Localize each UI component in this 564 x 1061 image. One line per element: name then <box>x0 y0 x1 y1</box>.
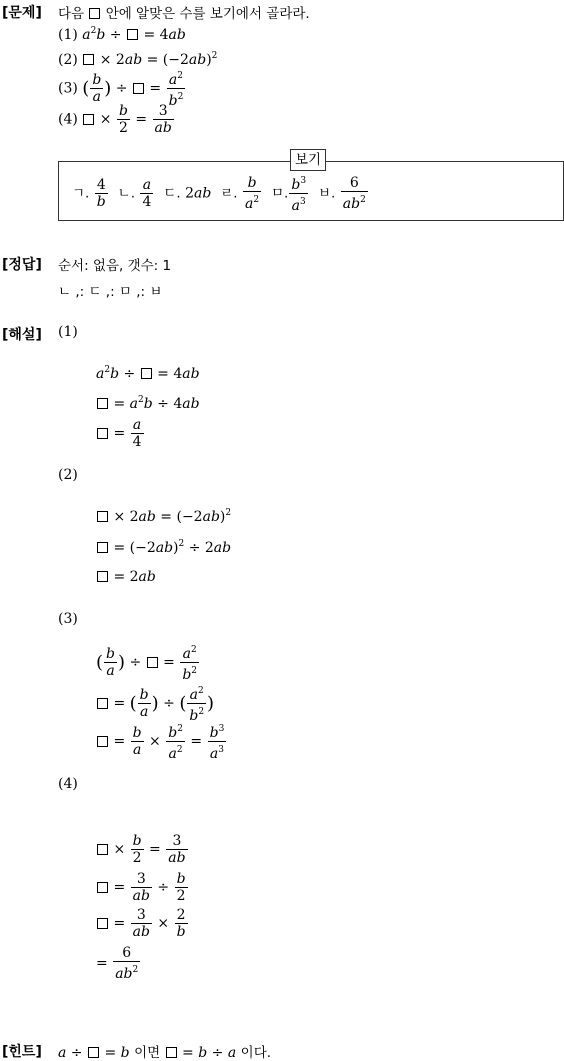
blank-box-icon <box>133 83 144 94</box>
answer-meta: 순서: 없음, 갯수: 1 <box>58 258 172 274</box>
blank-box-icon <box>97 571 108 582</box>
solution-step: = ( $\frac{b}{a}$ ) ÷ ( $\frac{a^2}{b^2}$ ) <box>96 684 214 723</box>
solution-label: [해설] <box>2 327 42 343</box>
blank-box-icon <box>97 428 108 439</box>
hint-text: a ÷ = b 이면 = b ÷ a 이다. <box>58 1045 272 1061</box>
solution-step: ( $\frac{b}{a}$ ) ÷ = $\frac{a^2}{b^2}$ <box>96 645 198 683</box>
blank-box-icon <box>97 736 108 747</box>
choice-mark: ㄴ. <box>117 185 136 202</box>
problem-item-2: $(2) \times 2ab = (-2ab)^2$ <box>58 51 218 68</box>
blank-box-icon <box>97 882 108 893</box>
choice-mark: ㄹ. <box>220 185 238 202</box>
blank-box-icon <box>88 1047 99 1058</box>
blank-box-icon <box>166 1047 177 1058</box>
solution-step: = $a^2b \div 4ab$ <box>96 395 200 412</box>
solution-step: = $\frac{3}{ab}$ ÷ $\frac{b}{2}$ <box>96 872 189 903</box>
choice-mark: ㄱ. <box>72 185 90 202</box>
solution-step: = $\frac{6}{ab^2}$ <box>96 945 139 982</box>
instruction-pre: 다음 <box>58 6 85 22</box>
blank-box-icon <box>97 698 108 709</box>
blank-box-icon <box>97 398 108 409</box>
blank-box-icon <box>97 542 108 553</box>
solution-part-1-number: (1) <box>58 324 78 340</box>
answer-choices: ㄴ ,: ㄷ ,: ㅁ ,: ㅂ <box>58 284 163 300</box>
hint-label: [힌트] <box>2 1044 42 1060</box>
solution-part-3-number: (3) <box>58 611 78 627</box>
solution-step: = $\frac{a}{4}$ <box>96 418 145 449</box>
blank-box-icon <box>97 918 108 929</box>
blank-box-icon <box>83 54 94 65</box>
problem-item-1: (1) $a^2b$ ÷ = 4ab <box>58 26 186 43</box>
instruction-post: 안에 알맞은 수를 보기에서 골라라. <box>105 6 310 22</box>
choice-box-title: 보기 <box>290 149 326 171</box>
solution-step: × $2ab = (-2ab)^2$ <box>96 508 231 525</box>
choice-mark: ㅁ. <box>271 185 289 202</box>
blank-box-icon <box>141 368 152 379</box>
choice-mark: ㄷ. <box>163 185 181 202</box>
blank-box-icon <box>127 29 138 40</box>
problem-instruction <box>58 2 310 22</box>
solution-step: × $\frac{b}{2}$ = $\frac{3}{ab}$ <box>96 834 189 865</box>
blank-box-icon <box>97 511 108 522</box>
choice-list: ㄱ. $\frac{4}{b}$ ㄴ. $\frac{a}{4}$ ㄷ. 2ab ㄹ. $\frac{b}{a^2}$ ㅁ. $\frac{b^3}{a^3}$ ㅂ. $\frac{6}{ab^2}$ <box>72 175 366 214</box>
blank-box-icon <box>89 8 100 19</box>
problem-item-3: (3) ( $\frac{b}{a}$ ) ÷ = $\frac{a^2}{b^2}$ <box>58 71 184 109</box>
solution-step: = $\frac{b}{a}$ × $\frac{b^2}{a^2}$ = $\frac{b^3}{a^3}$ <box>96 722 227 761</box>
problem-item-4: (4) × $\frac{b}{2}$ = $\frac{3}{ab}$ <box>58 103 172 136</box>
blank-box-icon <box>83 114 94 125</box>
solution-part-2-number: (2) <box>58 467 78 483</box>
choice-mark: ㅂ. <box>317 185 336 202</box>
answer-label: [정답] <box>2 257 42 273</box>
blank-box-icon <box>97 844 108 855</box>
solution-step: = 2ab <box>96 569 156 585</box>
problem-label: [문제] <box>2 5 42 21</box>
solution-step: = $\frac{3}{ab}$ × $\frac{2}{b}$ <box>96 908 189 939</box>
blank-box-icon <box>147 657 158 668</box>
solution-step: = $(-2ab)^2 \div 2ab$ <box>96 539 231 556</box>
solution-part-4-number: (4) <box>58 776 78 792</box>
solution-step: $a^2b$ ÷ = 4ab <box>96 365 200 382</box>
